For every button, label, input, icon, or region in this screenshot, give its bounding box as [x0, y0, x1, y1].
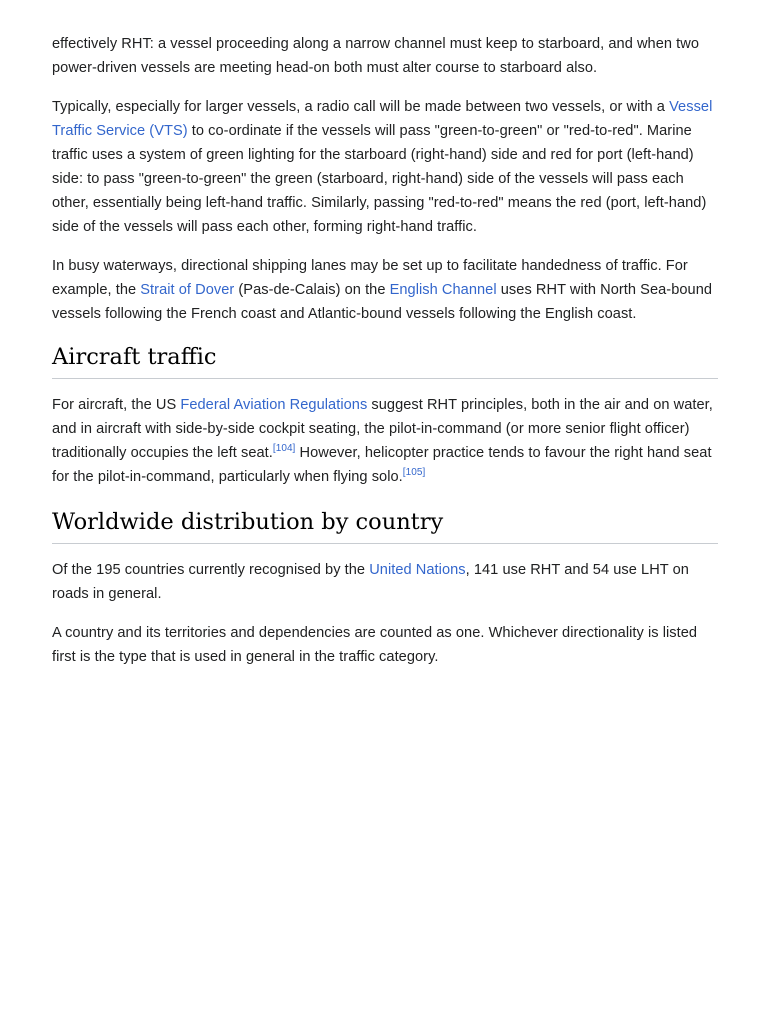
paragraph-text: suggest RHT principles, both in the air and on water, and in aircraft with side-by-side cockpit seating, the pilot-in-command (or more senior flight officer) traditionally occupies the left seat. — [52, 397, 713, 461]
heading-worldwide-distribution: Worldwide distribution by country — [52, 507, 718, 544]
paragraph-text: Of the 195 countries currently recognised by the — [52, 562, 370, 578]
heading-aircraft-traffic: Aircraft traffic — [52, 342, 718, 379]
paragraph-aircraft — [52, 393, 718, 489]
reference-104[interactable]: [104] — [272, 443, 296, 455]
reference-105[interactable]: [105] — [402, 467, 426, 479]
paragraph-text: to co-ordinate if the vessels will pass "green-to-green" or "red-to-red". Marine traffic uses a system of green lighting for the starboard (right-hand) side and red for port (left-hand) side: to pass "green-to-green" the green (starboard, right-hand) side of the vessels will pass each other, essentially being left-hand traffic. Similarly, passing "red-to-red" means the red (port, left-hand) side of the vessels will pass each other, forming right-hand traffic. — [52, 123, 707, 235]
paragraph-text: (Pas-de-Calais) on the — [234, 282, 390, 298]
paragraph-countries — [52, 558, 718, 606]
paragraph-text: However, helicopter practice tends to favour the right hand seat for the pilot-in-command, particularly when flying solo. — [52, 445, 712, 485]
link-english-channel[interactable]: English Channel — [389, 282, 497, 298]
paragraph-text: Typically, especially for larger vessels, a radio call will be made between two vessels, or with a — [52, 99, 670, 115]
paragraph-waterways — [52, 254, 718, 326]
paragraph-text: uses RHT with North Sea-bound vessels following the French coast and Atlantic-bound vessels following the English coast. — [52, 282, 713, 322]
paragraph-text: In busy waterways, directional shipping lanes may be set up to facilitate handedness of traffic. For example, the — [52, 258, 688, 298]
link-strait-of-dover[interactable]: Strait of Dover — [140, 282, 235, 298]
link-federal-aviation-regulations[interactable]: Federal Aviation Regulations — [180, 397, 368, 413]
paragraph-text: effectively RHT: a vessel proceeding along a narrow channel must keep to starboard, and when two power-driven vessels are meeting head-on both must alter course to starboard also. — [52, 36, 700, 76]
link-united-nations[interactable]: United Nations — [369, 562, 466, 578]
paragraph-radio-call — [52, 95, 718, 239]
paragraph-rht-intro — [52, 32, 718, 80]
link-vessel-traffic-service[interactable]: Vessel Traffic Service (VTS) — [52, 99, 713, 139]
paragraph-text: A country and its territories and dependencies are counted as one. Whichever directionality is listed first is the type that is used in general in the traffic category. — [52, 625, 698, 665]
paragraph-text: , 141 use RHT and 54 use LHT on roads in general. — [52, 562, 689, 602]
article-content — [52, 32, 718, 684]
paragraph-counting — [52, 621, 718, 669]
paragraph-text: For aircraft, the US — [52, 397, 181, 413]
